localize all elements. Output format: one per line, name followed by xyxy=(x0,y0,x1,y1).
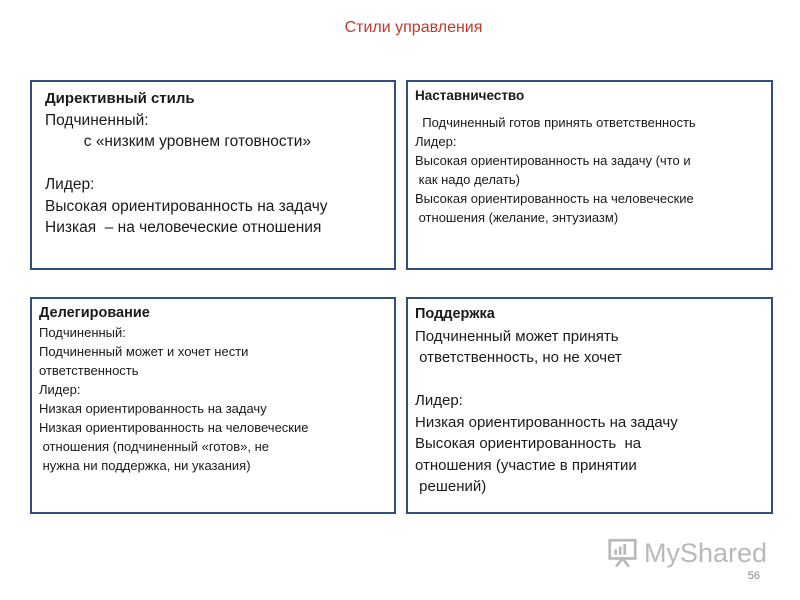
logo-text: MyShared xyxy=(643,537,767,568)
box-line: Высокая ориентированность на xyxy=(415,435,642,452)
box-line: Подчиненный может и хочет нести xyxy=(39,344,249,359)
box-line: отношения (подчиненный «готов», не xyxy=(39,439,270,454)
box-line: Низкая ориентированность на задачу xyxy=(415,413,678,431)
box-supporting xyxy=(406,297,773,514)
box-mentoring xyxy=(406,80,773,270)
box-line: Высокая ориентированность на задачу xyxy=(45,197,328,215)
box-line: Высокая ориентированность на задачу (что и xyxy=(415,153,691,168)
box-heading: Наставничество xyxy=(415,88,525,103)
box-line: Высокая ориентированность на человеческие xyxy=(415,191,694,206)
presentation-board-icon xyxy=(607,536,638,570)
box-line: отношения (участие в принятии xyxy=(415,456,637,474)
myshared-logo xyxy=(607,536,767,570)
box-line: Лидер: xyxy=(415,392,463,409)
box-line: с «низким уровнем готовности» xyxy=(45,133,312,150)
box-heading: Делегирование xyxy=(39,305,150,321)
box-heading: Поддержка xyxy=(415,306,495,322)
box-line xyxy=(415,369,771,391)
box-delegating xyxy=(30,297,396,514)
box-line: Низкая ориентированность на задачу xyxy=(39,401,267,416)
box-line: Подчиненный: xyxy=(39,325,126,340)
box-line: отношения (желание, энтузиазм) xyxy=(415,210,619,225)
box-line: решений) xyxy=(415,478,487,495)
box-line: ответственность, но не хочет xyxy=(415,349,622,366)
box-directive-style xyxy=(30,80,396,270)
box-line: Подчиненный готов принять ответственность xyxy=(415,115,696,130)
box-line: Лидер: xyxy=(415,134,457,149)
page-number: 56 xyxy=(747,570,760,582)
box-line: Лидер: xyxy=(39,382,81,397)
box-line: нужна ни поддержка, ни указания) xyxy=(39,458,251,473)
box-line: Подчиненный: xyxy=(45,111,149,129)
box-line xyxy=(45,153,394,175)
box-line: ответственность xyxy=(39,363,139,378)
box-line: Подчиненный может принять xyxy=(415,327,619,345)
box-line: Лидер: xyxy=(45,176,95,193)
box-heading: Директивный стиль xyxy=(45,90,195,107)
box-line: Низкая – на человеческие отношения xyxy=(45,219,322,236)
box-line: Низкая ориентированность на человеческие xyxy=(39,420,309,435)
slide-title: Стили управления xyxy=(344,19,483,36)
box-line: как надо делать) xyxy=(415,172,520,187)
